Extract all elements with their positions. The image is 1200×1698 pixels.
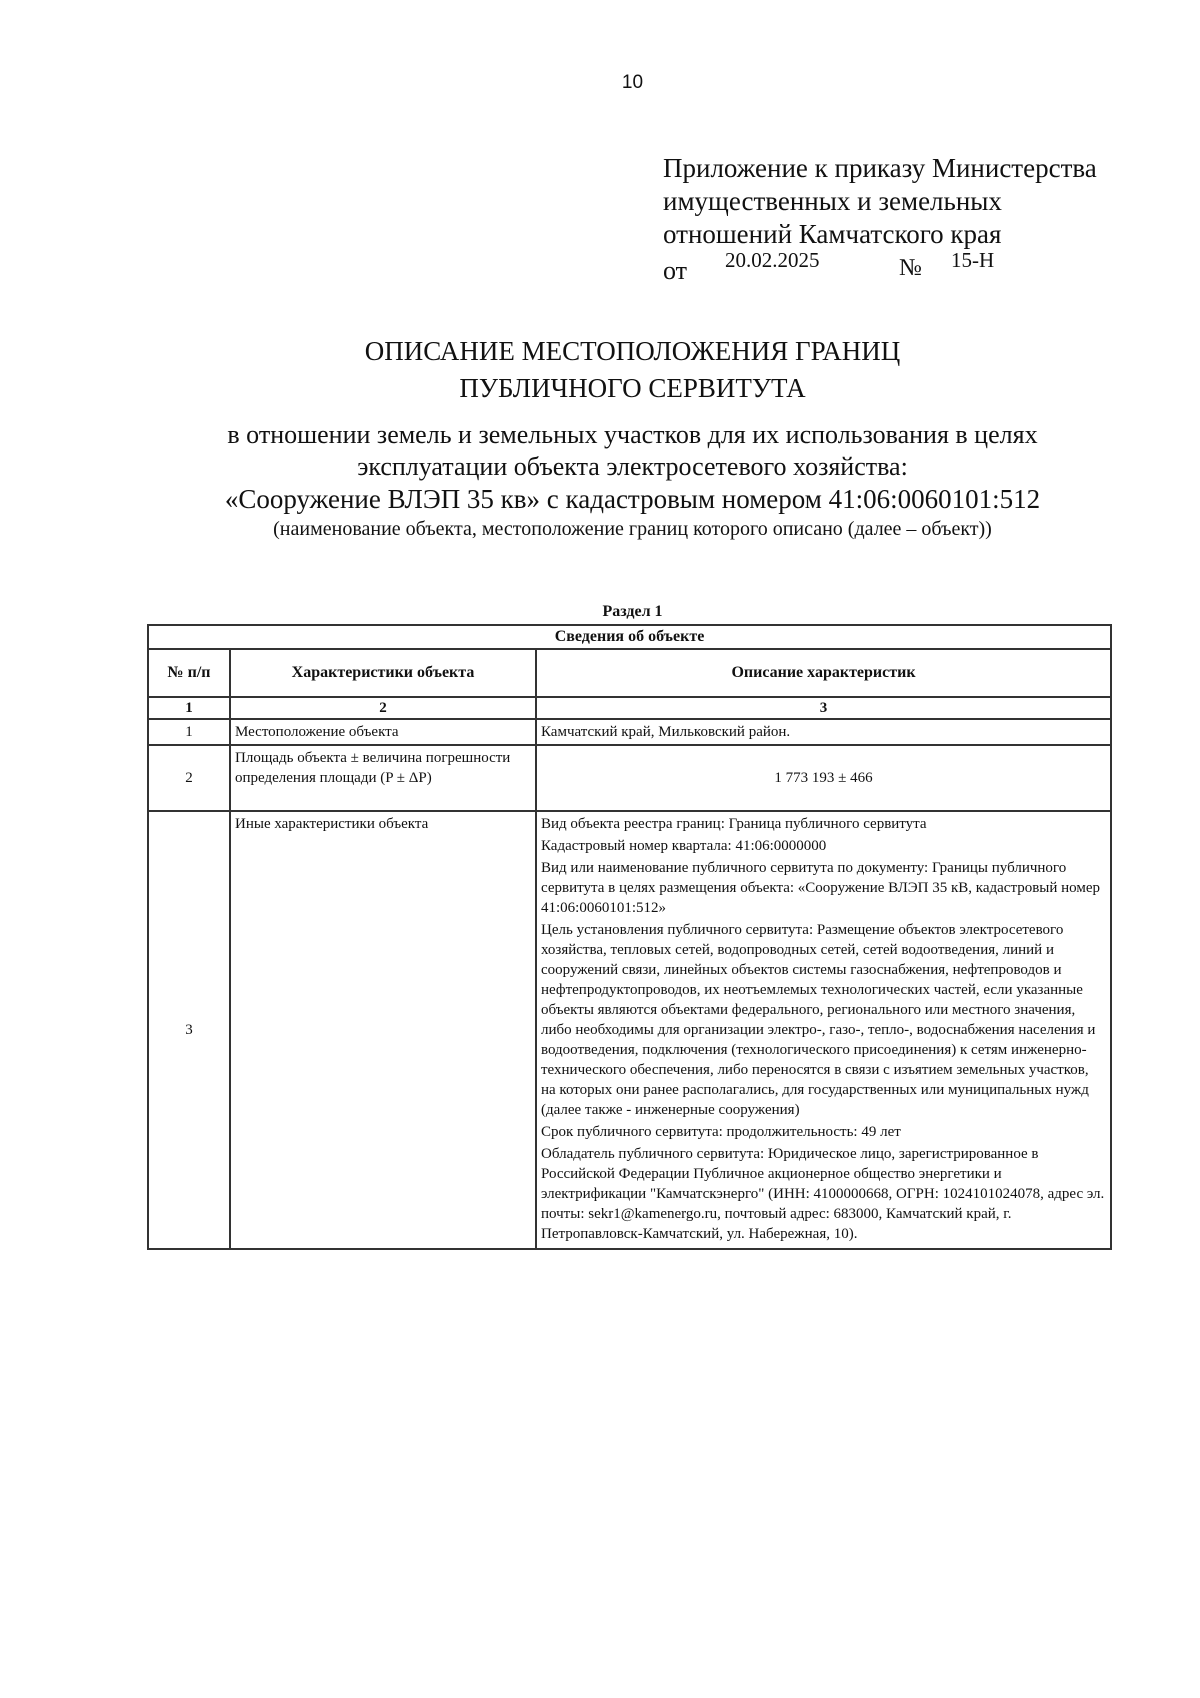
document-subtitle-line2: эксплуатации объекта электросетевого хозяйства: [357, 452, 908, 481]
row-description: Камчатский край, Мильковский район. [536, 719, 1111, 745]
object-name-note: (наименование объекта, местоположение границ которого описано (далее – объект)) [273, 518, 992, 540]
row-description [536, 811, 1111, 1249]
row-number: 3 [148, 811, 230, 1249]
description-paragraph: Кадастровый номер квартала: 41:06:0000000 [541, 838, 827, 854]
appendix-line: отношений Камчатского края [663, 219, 1002, 249]
appendix-line: Приложение к приказу Министерства [663, 153, 1097, 183]
table-caption: Сведения об объекте [148, 625, 1111, 649]
row-characteristic: Площадь объекта ± величина погрешности определения площади (P ± ΔP) [230, 745, 536, 811]
row-characteristic: Иные характеристики объекта [230, 811, 536, 1249]
document-title-line2: ПУБЛИЧНОГО СЕРВИТУТА [459, 373, 806, 403]
order-number: 15-Н [951, 248, 995, 272]
description-paragraph: Вид объекта реестра границ: Граница публичного сервитута [541, 816, 927, 832]
order-from-label: от [663, 256, 688, 285]
description-paragraph: Срок публичного сервитута: продолжительность: 49 лет [541, 1124, 901, 1140]
row-characteristic: Местоположение объекта [230, 719, 536, 745]
description-paragraph: Цель установления публичного сервитута: Размещение объектов электросетевого хозяйства, тепловых сетей, водопроводных сетей, сетей водоотведения, линий и сооружений связи, линейных объектов системы газоснабжения, нефтепроводов и нефтепродуктопроводов, их неотъемлемых технологических частей, если указанные объекты являются объектами федерального, регионального или местного значения, либо необходимы для организации электро-, газо-, тепло-, водоснабжения населения и водоотведения, подключения (технологического присоединения) к сетям инженерно-технического обеспечения, либо переносятся в связи с изъятием земельных участков, на которых они ранее располагались, для государственных или муниципальных нужд (далее также - инженерные сооружения) [541, 922, 1096, 1118]
table-row [148, 745, 1111, 811]
order-date: 20.02.2025 [725, 248, 820, 272]
object-info-table [147, 624, 1112, 1250]
description-paragraph: Вид или наименование публичного сервитута по документу: Границы публичного сервитута в целях размещения объекта: «Сооружение ВЛЭП 35 кВ, кадастровый номер 41:06:0060101:512» [541, 860, 1101, 916]
row-number: 1 [148, 719, 230, 745]
order-number-sign: № [899, 255, 922, 281]
object-name: «Сооружение ВЛЭП 35 кв» с кадастровым номером 41:06:0060101:512 [224, 484, 1041, 514]
header-description: Описание характеристик [536, 649, 1111, 697]
row-number: 2 [148, 745, 230, 811]
document-subtitle: в отношении земель и земельных участков для их использования в целях [227, 420, 1038, 449]
table-row [148, 719, 1111, 745]
header-characteristic: Характеристики объекта [230, 649, 536, 697]
order-reference [663, 250, 1163, 284]
row-description: 1 773 193 ± 466 [536, 745, 1111, 811]
index-cell: 1 [148, 697, 230, 719]
document-title: ОПИСАНИЕ МЕСТОПОЛОЖЕНИЯ ГРАНИЦ [364, 336, 901, 366]
section-label: Раздел 1 [602, 603, 663, 620]
table-row [148, 811, 1111, 1249]
table-header-row [148, 649, 1111, 697]
header-number: № п/п [148, 649, 230, 697]
table-index-row [148, 697, 1111, 719]
table-caption-row [148, 625, 1111, 649]
appendix-line: имущественных и земельных [663, 186, 1002, 216]
page-number: 10 [621, 72, 644, 93]
index-cell: 2 [230, 697, 536, 719]
description-paragraph: Обладатель публичного сервитута: Юридическое лицо, зарегистрированное в Российской Федерации Публичное акционерное общество энергетики и электрификации "Камчатскэнерго" (ИНН: 4100000668, ОГРН: 1024101024078, адрес эл. почты: sekr1@kamenergo.ru, почтовый адрес: 683000, Камчатский край, г. Петропавловск-Камчатский, ул. Набережная, 10). [541, 1146, 1105, 1242]
index-cell: 3 [536, 697, 1111, 719]
appendix-block [663, 152, 1183, 251]
